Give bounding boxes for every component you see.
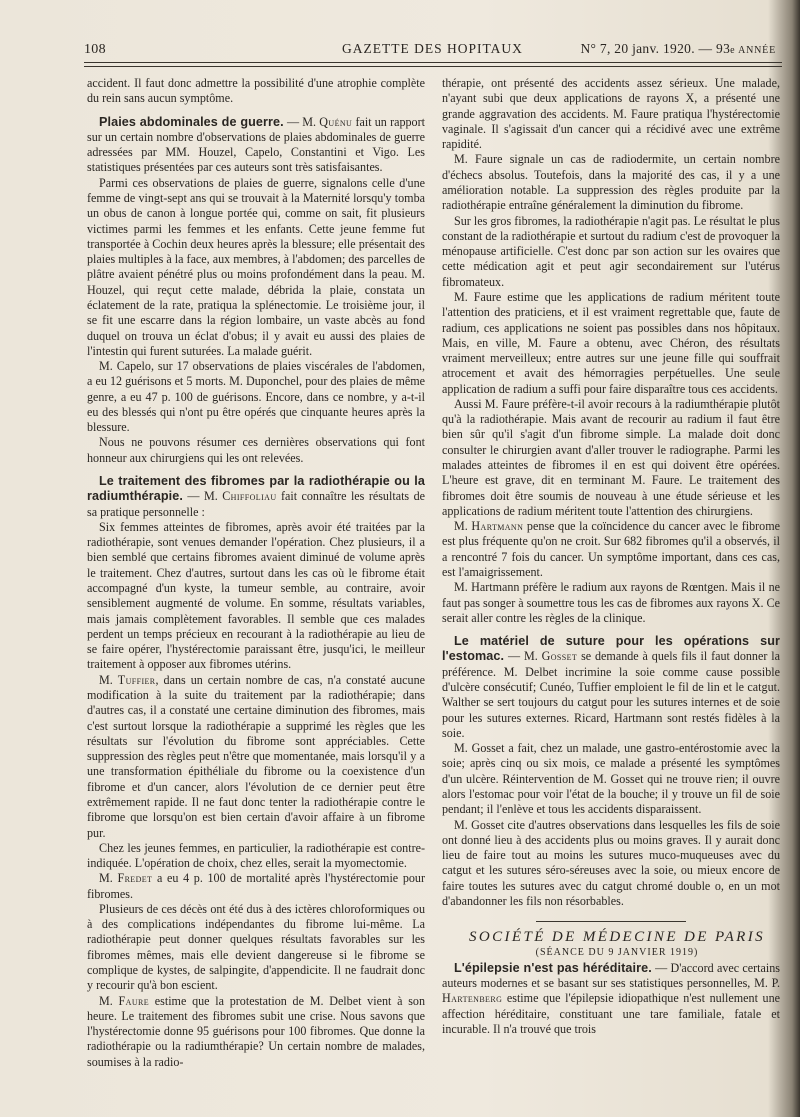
header-rule-thin: [84, 66, 782, 67]
paragraph-text: D'accord avec certains auteurs modernes et se basant sur ses statistiques personnelles, M. P.: [442, 960, 781, 991]
paragraph: M. Gosset a fait, chez un malade, une gastro-entérostomie avec la soie; après cinq ou six mois, ce malade a présenté les symptômes d'un ulcère. Réintervention de M. Gosset qui ne trouve rien; il ouvre alors l'estomac pour voir l'état de la bouche; il y trouve un fil de soie pendant; il l'enlève et tous les accidents disparaissent.: [442, 741, 780, 817]
author-name: Tuffier: [117, 672, 156, 687]
paragraph: M. Gosset cite d'autres observations dans lesquelles les fils de soie ont donné lieu à des accidents plus ou moins graves. Il y aurait donc lieu de faire tout au moins les sutures muco-muqueuses avec du catgut et les sutures séro-séreuses avec la soie, ou mieux encore de faire toutes les sutures avec du catgut chromé double o, en un mot d'abandonner les fils non résorbables.: [442, 817, 780, 908]
section-fibromes: Le traitement des fibromes par la radiothérapie ou la radiumthérapie. — M. Chiffoliau fait connaître les résultats de sa pratique personnelle :: [87, 474, 425, 519]
author-name: Fredet: [117, 871, 153, 886]
paragraph: M. Faure estime que les applications de radium méritent toute l'attention des praticiens, et il est vraiment regrettable que, faute de radium, ces applications ne soient pas possibles dans nos hôpitaux. Mais, en ville, M. Faure a obtenu, avec Chéron, des résultats vraiment merveilleux; entre autres sur une jeune fille qui souffrait atrocement et avait des hémorragies perpétuelles. Une seule application de radium a suffi pour faire disparaître tous ces accidents.: [442, 289, 780, 396]
paragraph-text: fait un rapport sur un certain nombre d'observations de plaies abdominales de guerre adressées par MM. Houzel, Capelo, Constantini et Vigo. Les statistiques présentées par ces auteurs sont très satisfaisantes.: [87, 114, 425, 175]
right-column: [442, 76, 780, 1037]
paragraph: M. Hartmann préfère le radium aux rayons de Rœntgen. Mais il ne faut pas songer à soumettre tous les cas de fibromes aux rayons X. Ce serait aller contre les règles de la clinique.: [442, 580, 780, 625]
session-date: (SÉANCE DU 9 JANVIER 1919): [535, 947, 699, 959]
paragraph: M. Tuffier, dans un certain nombre de cas, n'a constaté aucune modification à la suite du traitement par la radiothérapie; dans d'autres cas, il a constaté une certaine diminution des fibromes, mais c'est surtout lorsque la radiothérapie a supprimé les règles que les résultats sur l'évolution du fibrome sont appréciables. Cette suppression des règles peut n'être que momentanée, mais lorsqu'il y a une transformation épithéliale du fibrome ou la coexistence d'un fibrome et d'un cancer, alors l'évolution de ce dernier peut être extrêmement rapide. Il ne faut donc tenter la radiothérapie contre le fibrome que lorsqu'on est bien certain d'avoir affaire à un fibrome pur.: [87, 672, 425, 840]
paragraph: Parmi ces observations de plaies de guerre, signalons celle d'une femme de vingt-sept ans qui se trouvait à la Maternité lorsqu'y tomba un obus de canon à longue portée qui, comme on sait, fit plusieurs victimes parmi les femmes et les enfants. Cette jeune femme fut transportée à Cochin deux heures après la blessure; elle présentait des plaies multiples à la face, aux membres, à l'abdomen; des parcelles de plâtre avaient pénétré plus ou moins profondément dans la peau. M. Houzel, qui reçut cette malade, débrida la plaie, constata un éclatement de la rate, pratiqua la splénectomie. Le troisième jour, il se fit une escarre dans la région lombaire, un vaste abcès au fond duquel on trouva un éclat d'obus; il y avait eu aussi des plaies de l'intestin qui furent suturées. La malade guérit.: [87, 175, 425, 358]
author-name: Gosset: [541, 649, 578, 664]
journal-title: GAZETTE DES HOPITAUX: [342, 41, 523, 56]
paragraph: accident. Il faut donc admettre la possibilité d'une atrophie complète du rein sans aucun symptôme.: [87, 76, 425, 106]
author-name: Quénu: [319, 114, 353, 129]
paragraph: M. Capelo, sur 17 observations de plaies viscérales de l'abdomen, a eu 12 guérisons et 5 morts. M. Duponchel, pour des plaies de même genre, a eu 47 p. 100 de guérisons. Encore, dans ce nombre, y a-t-il eu des blessés qui n'ont pu être opérés que cinquante heures après la blessure.: [87, 359, 425, 435]
paragraph: M. Faure signale un cas de radiodermite, un certain nombre d'échecs absolus. Toutefois, dans la majorité des cas, il y a une amélioration notable. La suppression des règles produite par la radiothérapie entraîne généralement la diminution du fibrome.: [442, 152, 780, 213]
author-name: Chiffoliau: [222, 489, 277, 504]
paragraph: Aussi M. Faure préfère-t-il avoir recours à la radiumthérapie plutôt qu'à la radiothérapie. Mais avant de recourir au radium il faut être bien sûr qu'il s'agit d'un fibrome simple. La malade doit donc consulter le chirurgien avant d'aller trouver le radiographe. Parmi les malades atteintes de fibromes il en est qui doivent être opérées. L'heure est grave, dit en terminant M. Faure. Le traitement des fibromes doit être soumis de nouveau à une étude sérieuse et les applications de radium méritent toute l'attention des chirurgiens.: [442, 396, 780, 518]
section-suture: Le matériel de suture pour les opérations sur l'estomac. — M. Gosset se demande à quels fils il faut donner la préférence. M. Delbet incrimine la soie comme cause possible d'ulcère consécutif; Cunéo, Tuffier emploient le fil de lin et le catgut. Walther se sert toujours du catgut pour les sutures internes et de soie pour les sutures externes. Ricard, Hartmann sont restés fidèles à la soie.: [442, 634, 780, 740]
paragraph-text: estime que l'épilepsie idiopathique n'est nullement une affection héréditaire, constituant une tare familiale, fatale et incurable. Il n'a trouvé que trois: [442, 991, 780, 1036]
society-heading: SOCIÉTÉ DE MÉDECINE DE PARIS: [468, 929, 766, 946]
header-rule: [84, 62, 782, 63]
section-separator: [536, 921, 686, 922]
paragraph-text: estime que la protestation de M. Delbet vient à son heure. Le traitement des fibromes subit une crise. Nous savons que l'hystérectomie donne 95 guérisons pour 100 fibromes. Que donne la radiothérapie ou la radiumthérapie? Un certain nombre de malades, soumises à la radio-: [87, 993, 425, 1069]
author-name: Hartmann: [471, 519, 524, 534]
section-plaies: Plaies abdominales de guerre. — M. Quénu fait un rapport sur un certain nombre d'observations de plaies abdominales de guerre adressées par MM. Houzel, Capelo, Constantini et Vigo. Les statistiques présentées par ces auteurs sont très satisfaisantes.: [87, 114, 425, 175]
section-title: Plaies abdominales de guerre.: [99, 114, 284, 129]
page-number: 108: [84, 42, 106, 57]
paragraph: M. Fredet a eu 4 p. 100 de mortalité après l'hystérectomie pour fibromes.: [87, 871, 425, 901]
section-epilepsie: L'épilepsie n'est pas héréditaire. — D'accord avec certains auteurs modernes et se basant sur ses statistiques personnelles, M. P. Hartenberg estime que l'épilepsie idiopathique n'est nullement une affection héréditaire, constituant une tare familiale, fatale et incurable. Il n'a trouvé que trois: [442, 960, 781, 1036]
section-title: Le matériel de suture pour les opérations sur l'estomac.: [442, 634, 780, 664]
issue-info: [580, 41, 776, 57]
page-header: [84, 38, 784, 60]
paragraph: Plusieurs de ces décès ont été dus à des ictères chloroformiques ou à des complications indépendantes du fibrome lui-même. La radiothérapie peut donner quelques résultats favorables sur les fibromes mêmes, mais elle devient dangereuse si le fibrome se complique de kystes, de salpingite, d'appendicite. Il ne faudrait donc y recourir qu'à bon escient.: [87, 901, 425, 993]
left-column: [87, 76, 425, 1070]
paragraph: Sur les gros fibromes, la radiothérapie n'agit pas. Le résultat le plus constant de la radiothérapie et surtout du radium c'est de provoquer la ménopause artificielle. C'est donc par son action sur les ovaires que cette médication agit et peut agir secondairement sur l'utérus fibromateux.: [442, 213, 780, 289]
issue-year: e ANNÉE: [730, 45, 776, 56]
paragraph: Chez les jeunes femmes, en particulier, la radiothérapie est contre-indiquée. L'opération de choix, chez elles, serait la myomectomie.: [87, 840, 425, 871]
paragraph: M. Faure estime que la protestation de M. Delbet vient à son heure. Le traitement des fibromes subit une crise. Nous savons que l'hystérectomie donne 95 guérisons pour 100 fibromes. Que donne la radiothérapie ou la radiumthérapie? Un certain nombre de malades, soumises à la radio-: [87, 993, 425, 1069]
paragraph: thérapie, ont présenté des accidents assez sérieux. Une malade, n'ayant subi que deux applications de rayons X, a présenté une grande aggravation des accidents. M. Faure pratiqua l'hystérectomie vaginale. Il s'agissait d'un cancer qui a récidivé avec une extrême rapidité.: [442, 76, 780, 152]
paragraph: Nous ne pouvons résumer ces dernières observations qui font honneur aux chirurgiens qui les ont relevées.: [87, 435, 425, 465]
author-name: Hartenberg: [442, 991, 503, 1006]
section-title: L'épilepsie n'est pas héréditaire.: [454, 960, 652, 975]
author-name: Faure: [118, 993, 150, 1008]
paragraph-text: fait connaître les résultats de sa pratique personnelle :: [87, 489, 425, 519]
issue-date: N° 7, 20 janv. 1920. — 93: [580, 41, 731, 56]
paragraph-text: a eu 4 p. 100 de mortalité après l'hystérectomie pour fibromes.: [87, 871, 425, 901]
paragraph-text: , dans un certain nombre de cas, n'a constaté aucune modification à la suite du traitement par la radiothérapie; dans d'autres cas, il a constaté une certaine diminution des fibromes, mais c'est surtout lorsque la radiothérapie a supprimé les règles que les résultats sur l'évolution du fibrome sont appréciables. Cette suppression des règles peut n'être que momentanée, mais lorsqu'il y a une transformation épithéliale du fibrome ou la coexistence d'un fibrome et d'un cancer, alors l'évolution de ce dernier peut être extrêmement rapide. Il ne faut donc tenter la radiothérapie contre le fibrome que lorsqu'on est bien certain d'avoir affaire à un fibrome pur.: [87, 672, 425, 840]
paragraph: M. Hartmann pense que la coïncidence du cancer avec le fibrome est plus fréquente qu'on ne croit. Sur 682 fibromes qu'il a observés, il a rencontré 7 fois du cancer. Un symptôme important, dans ces cas, est l'amaigrissement.: [442, 519, 780, 579]
paragraph: Six femmes atteintes de fibromes, après avoir été traitées par la radiothérapie, sont venues demander l'opération. Chez plusieurs, il a bien semblé que certains fibromes avaient diminué de volume après le traitement. Chez d'autres, surtout dans les cas où le fibrome était accompagné d'un kyste, la tumeur semble, au contraire, avoir sensiblement augmenté de volume. En somme, résultats variables, mais jamais complètement favorables. Il semble que ces malades perdent un temps précieux en recourant à la radiothérapie au lieu de se faire opérer, l'hystérectomie paraissant être, jusqu'ici, le meilleur traitement à opposer aux fibromes utérins.: [87, 519, 425, 672]
section-title: Le traitement des fibromes par la radiothérapie ou la radiumthérapie.: [87, 474, 425, 504]
paragraph-text: se demande à quels fils il faut donner la préférence. M. Delbet incrimine la soie comme cause possible d'ulcère consécutif; Cunéo, Tuffier emploient le fil de lin et le catgut. Walther se sert toujours du catgut pour les sutures internes et de soie pour les sutures externes. Ricard, Hartmann sont restés fidèles à la soie.: [442, 649, 780, 740]
paragraph-text: pense que la coïncidence du cancer avec le fibrome est plus fréquente qu'on ne croit. Sur 682 fibromes qu'il a observés, il a rencontré 7 fois du cancer. Un symptôme important, dans ces cas, est l'amaigrissement.: [442, 519, 780, 579]
